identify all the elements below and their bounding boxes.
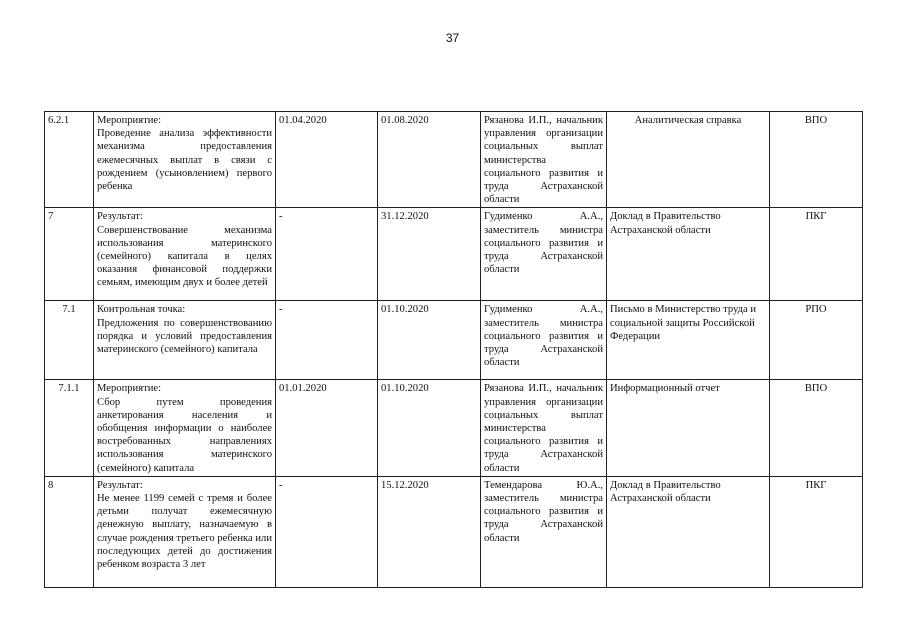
end-date: 01.10.2020: [378, 380, 481, 476]
task-type: Результат:: [97, 211, 143, 223]
table-row: [45, 208, 863, 301]
level-code: ВПО: [770, 380, 863, 476]
row-number: 6.2.1: [45, 112, 94, 208]
end-date: 01.08.2020: [378, 112, 481, 208]
start-date: 01.04.2020: [276, 112, 378, 208]
page-number: 37: [445, 31, 460, 45]
responsible: Рязанова И.П., начальник управления организации социальных выплат министерства социального развития и труда Астраханской области: [481, 112, 607, 208]
responsible: Гудименко А.А., заместитель министра социального развития и труда Астраханской области: [481, 208, 607, 301]
level-code: ВПО: [770, 112, 863, 208]
start-date: -: [276, 208, 378, 301]
task-description: Проведение анализа эффективности механизма предоставления ежемесячных выплат в связи с рождением (усыновлением) первого ребенка: [97, 128, 272, 193]
task-description: Предложения по совершенствованию порядка и условий предоставления материнского (семейного) капитала: [97, 317, 272, 356]
task-cell: [94, 208, 276, 301]
row-number: 8: [45, 476, 94, 587]
task-type: Мероприятие:: [97, 383, 162, 395]
row-number: 7: [45, 208, 94, 301]
level-code: РПО: [770, 301, 863, 380]
end-date: 01.10.2020: [378, 301, 481, 380]
row-number: 7.1: [45, 301, 94, 380]
task-cell: [94, 301, 276, 380]
result-document: Письмо в Министерство труда и социальной защиты Российской Федерации: [607, 301, 770, 380]
task-cell: [94, 476, 276, 587]
start-date: -: [276, 301, 378, 380]
table-row: [45, 112, 863, 208]
task-cell: [94, 380, 276, 476]
start-date: -: [276, 476, 378, 587]
table-row: [45, 301, 863, 380]
responsible: Рязанова И.П., начальник управления организации социальных выплат министерства социального развития и труда Астраханской области: [481, 380, 607, 476]
result-document: Информационный отчет: [607, 380, 770, 476]
task-description: Сбор путем проведения анкетирования населения и обобщения информации о наиболее востребованных направлениях использования материнского (семейного) капитала: [97, 396, 272, 474]
result-document: Доклад в Правительство Астраханской области: [607, 208, 770, 301]
task-cell: [94, 112, 276, 208]
responsible: Темендарова Ю.А., заместитель министра социального развития и труда Астраханской области: [481, 476, 607, 587]
responsible: Гудименко А.А., заместитель министра социального развития и труда Астраханской области: [481, 301, 607, 380]
result-document: Аналитическая справка: [607, 112, 770, 208]
task-type: Контрольная точка:: [97, 304, 186, 316]
end-date: 15.12.2020: [378, 476, 481, 587]
end-date: 31.12.2020: [378, 208, 481, 301]
start-date: 01.01.2020: [276, 380, 378, 476]
row-number: 7.1.1: [45, 380, 94, 476]
result-document: Доклад в Правительство Астраханской области: [607, 476, 770, 587]
task-type: Результат:: [97, 479, 143, 491]
level-code: ПКГ: [770, 476, 863, 587]
table-row: [45, 476, 863, 587]
table-row: [45, 380, 863, 476]
task-type: Мероприятие:: [97, 115, 162, 126]
task-description: Не менее 1199 семей с тремя и более детьми получат ежемесячную денежную выплату, назначаемую в случае рождения третьего ребенка или последующих детей до достижения ребенком возраста 3 лет: [97, 493, 272, 571]
plan-table: [44, 111, 863, 588]
level-code: ПКГ: [770, 208, 863, 301]
task-description: Совершенствование механизма использования материнского (семейного) капитала в целях оказания финансовой поддержки семьям, имеющим двух и более детей: [97, 224, 272, 289]
